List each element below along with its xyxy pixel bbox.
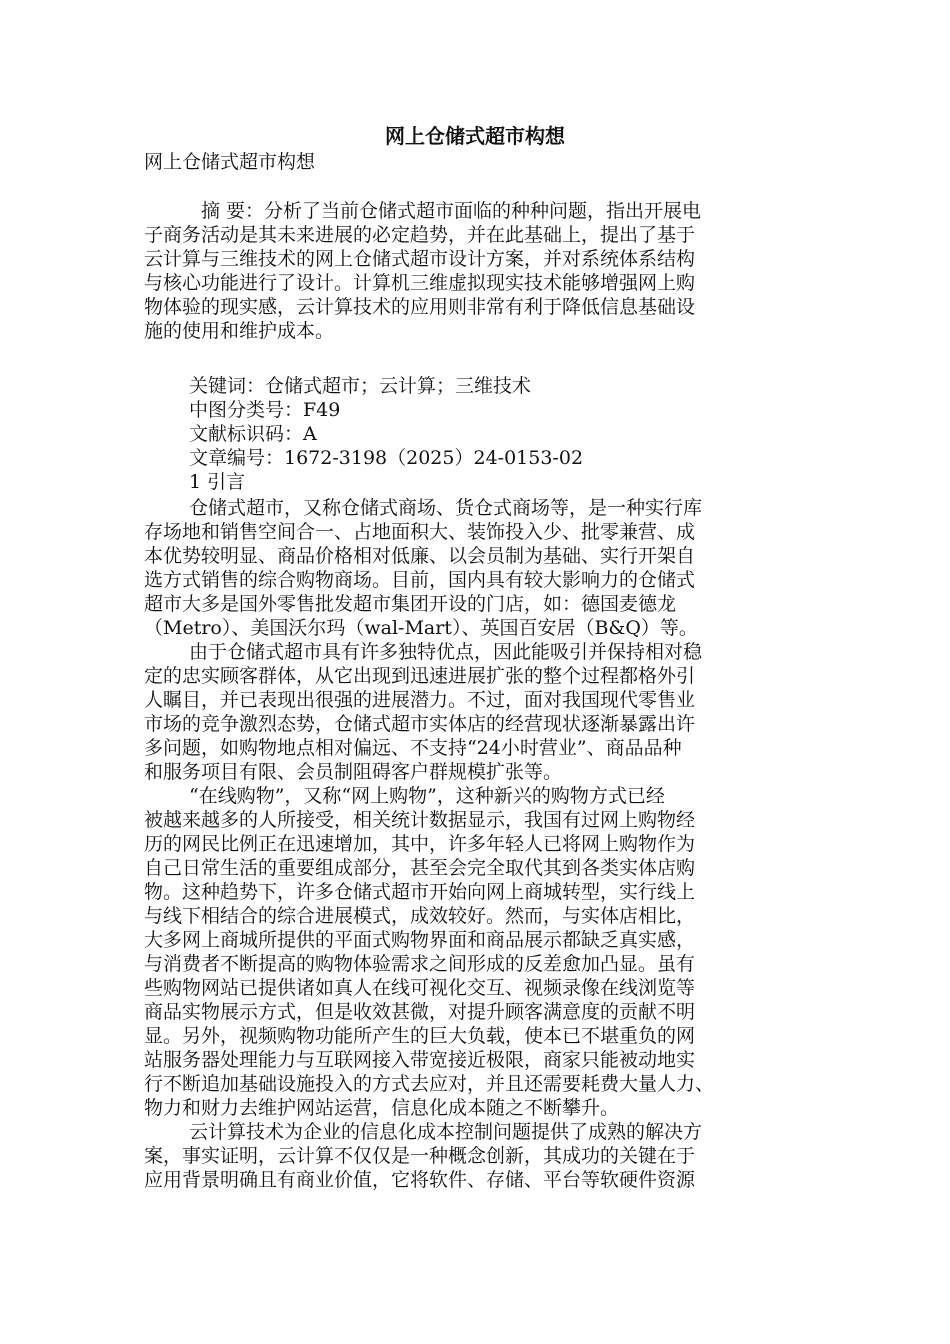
keywords: 关键词：仓储式超市；云计算；三维技术 — [189, 375, 532, 397]
body-line: 超市大多是国外零售批发超市集团开设的门店，如：德国麦德龙 — [144, 593, 677, 615]
body-line: 被越来越多的人所接受，相关统计数据显示，我国有过网上购物经 — [144, 809, 696, 831]
body-line: 选方式销售的综合购物商场。目前，国内具有较大影响力的仓储式 — [144, 569, 696, 591]
body-line: 仓储式超市，又称仓储式商场、货仓式商场等，是一种实行库 — [189, 497, 703, 519]
body-line: 行不断追加基础设施投入的方式去应对，并且还需要耗费大量人力、 — [144, 1073, 715, 1095]
body-line: 和服务项目有限、会员制阻碍客户群规模扩张等。 — [144, 761, 563, 783]
body-line: 些购物网站已提供诸如真人在线可视化交互、视频录像在线浏览等 — [144, 977, 696, 999]
body-line: 站服务器处理能力与互联网接入带宽接近极限，商家只能被动地实 — [144, 1049, 696, 1071]
body-line: 定的忠实顾客群体，从它出现到迅速进展扩张的整个过程都格外引 — [144, 665, 696, 687]
body-line: 应用背景明确且有商业价值，它将软件、存储、平台等软硬件资源 — [144, 1169, 696, 1191]
body-line: 本优势较明显、商品价格相对低廉、以会员制为基础、实行开架自 — [144, 545, 696, 567]
document-title: 网上仓储式超市构想 — [385, 124, 565, 148]
body-line: 与消费者不断提高的购物体验需求之间形成的反差愈加凸显。虽有 — [144, 953, 696, 975]
article-number: 文章编号：1672-3198（2025）24-0153-02 — [189, 447, 584, 469]
article-metadata — [189, 374, 583, 494]
document-subtitle: 网上仓储式超市构想 — [144, 151, 316, 173]
body-line: 商品实物展示方式，但是收效甚微，对提升顾客满意度的贡献不明 — [144, 1001, 696, 1023]
body-line: （Metro）、美国沃尔玛（wal-Mart）、英国百安居（B&Q）等。 — [144, 617, 698, 639]
body-line: 大多网上商城所提供的平面式购物界面和商品展示都缺乏真实感， — [144, 929, 696, 951]
abstract-line: 子商务活动是其未来进展的必定趋势，并在此基础上，提出了基于 — [144, 224, 696, 246]
body-line: 与线下相结合的综合进展模式，成效较好。然而，与实体店相比， — [144, 905, 696, 927]
abstract-line: 云计算与三维技术的网上仓储式超市设计方案，并对系统体系结构 — [144, 248, 696, 270]
body-line: 多问题，如购物地点相对偏远、不支持“24小时营业”、商品品种 — [144, 737, 682, 759]
body-line: 物。这种趋势下，许多仓储式超市开始向网上商城转型，实行线上 — [144, 881, 696, 903]
body-line: 历的网民比例正在迅速增加，其中，许多年轻人已将网上购物作为 — [144, 833, 696, 855]
abstract-line: 物体验的现实感，云计算技术的应用则非常有利于降低信息基础设 — [144, 296, 696, 318]
section-heading: 1 引言 — [189, 471, 246, 493]
body-line: “在线购物”，又称“网上购物”，这种新兴的购物方式已经 — [189, 785, 665, 807]
abstract-line: 摘 要：分析了当前仓储式超市面临的种种问题，指出开展电 — [201, 200, 702, 222]
body-line: 案，事实证明，云计算不仅仅是一种概念创新，其成功的关键在于 — [144, 1145, 696, 1167]
body-line: 存场地和销售空间合一、占地面积大、装饰投入少、批零兼营、成 — [144, 521, 696, 543]
body-line: 由于仓储式超市具有许多独特优点，因此能吸引并保持相对稳 — [189, 641, 703, 663]
document-code: 文献标识码：A — [189, 423, 317, 445]
body-line: 市场的竞争激烈态势，仓储式超市实体店的经营现状逐渐暴露出许 — [144, 713, 696, 735]
body-text — [144, 496, 814, 1192]
abstract — [144, 199, 804, 343]
body-line: 人瞩目，并已表现出很强的进展潜力。不过，面对我国现代零售业 — [144, 689, 696, 711]
body-line: 云计算技术为企业的信息化成本控制问题提供了成熟的解决方 — [189, 1121, 703, 1143]
classification-number: 中图分类号：F49 — [189, 399, 341, 421]
abstract-line: 与核心功能进行了设计。计算机三维虚拟现实技术能够增强网上购 — [144, 272, 696, 294]
abstract-line: 施的使用和维护成本。 — [144, 320, 335, 342]
body-line: 显。另外，视频购物功能所产生的巨大负载，使本已不堪重负的网 — [144, 1025, 696, 1047]
body-line: 物力和财力去维护网站运营，信息化成本随之不断攀升。 — [144, 1097, 620, 1119]
body-line: 自己日常生活的重要组成部分，甚至会完全取代其到各类实体店购 — [144, 857, 696, 879]
